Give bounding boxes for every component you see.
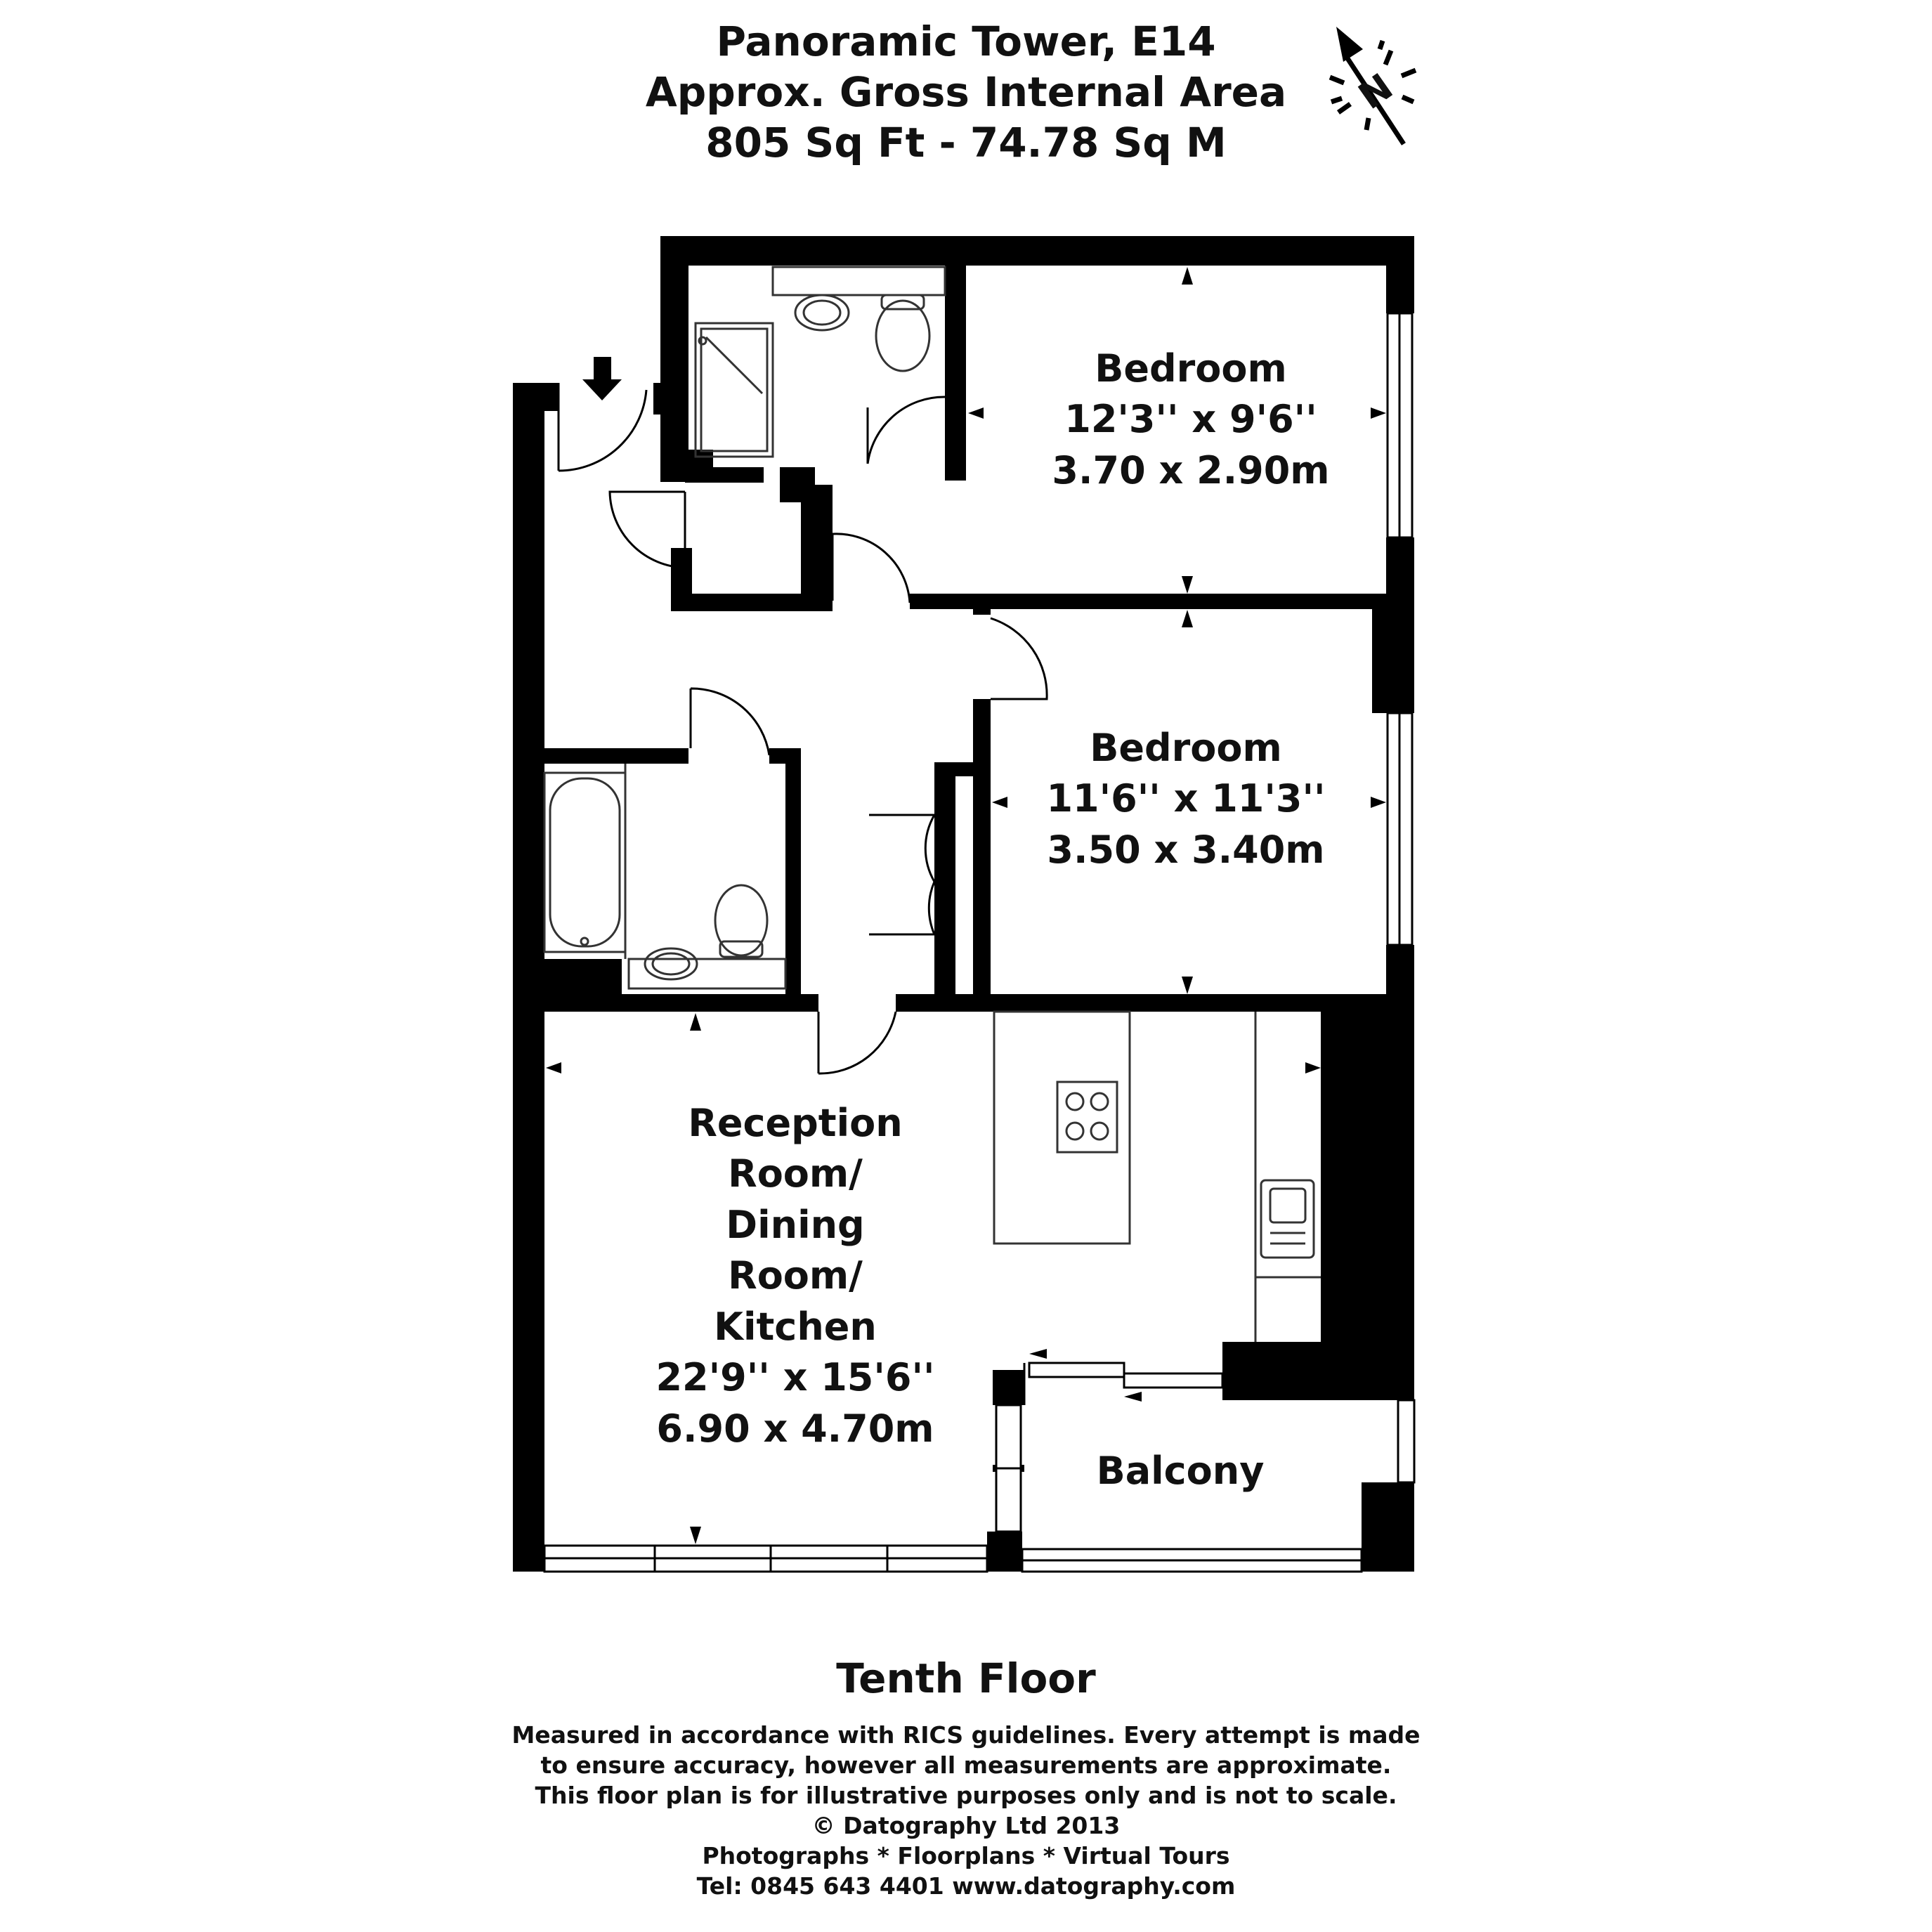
svg-text:Room/: Room/ <box>728 1151 863 1196</box>
svg-text:6.90 x 4.70m: 6.90 x 4.70m <box>656 1406 934 1451</box>
svg-text:3.70 x 2.90m: 3.70 x 2.90m <box>1052 448 1330 492</box>
reception-label <box>655 1101 934 1451</box>
svg-text:Room/: Room/ <box>728 1253 863 1298</box>
bedroom2-label <box>1046 726 1325 872</box>
disclaimer-line: This floor plan is for illustrative purposes only and is not to scale. <box>535 1782 1397 1809</box>
hob-icon <box>1057 1082 1117 1152</box>
svg-text:3.50 x 3.40m: 3.50 x 3.40m <box>1047 828 1325 872</box>
disclaimer-line: Measured in accordance with RICS guidelines. Every attempt is made <box>511 1721 1421 1749</box>
svg-text:Bedroom: Bedroom <box>1095 346 1287 391</box>
toilet-icon <box>876 301 929 371</box>
bath-icon <box>544 773 625 952</box>
entrance-arrow-icon <box>582 357 622 400</box>
toilet-icon <box>715 885 767 955</box>
shower-tray <box>696 323 773 457</box>
contact-line: Tel: 0845 643 4401 www.datography.com <box>696 1872 1236 1900</box>
disclaimer-line: to ensure accuracy, however all measurements are approximate. <box>540 1751 1392 1779</box>
area-heading: Approx. Gross Internal Area <box>645 68 1287 116</box>
bedroom1-label <box>1052 346 1329 492</box>
disclaimer <box>0 1720 1932 1901</box>
svg-text:Reception: Reception <box>688 1101 903 1145</box>
svg-text:12'3'' x 9'6'': 12'3'' x 9'6'' <box>1064 397 1317 441</box>
property-title: Panoramic Tower, E14 <box>716 18 1216 65</box>
balcony-label: Balcony <box>1096 1449 1265 1493</box>
svg-text:22'9'' x 15'6'': 22'9'' x 15'6'' <box>655 1355 935 1399</box>
compass-letter: N <box>1351 65 1401 118</box>
area-value: 805 Sq Ft - 74.78 Sq M <box>705 119 1227 167</box>
kitchen-island <box>994 1012 1130 1244</box>
floor-name: Tenth Floor <box>836 1654 1096 1702</box>
svg-text:11'6'' x 11'3'': 11'6'' x 11'3'' <box>1046 776 1326 821</box>
services-line: Photographs * Floorplans * Virtual Tours <box>702 1842 1230 1869</box>
svg-text:Kitchen: Kitchen <box>714 1305 877 1349</box>
copyright-line: © Datography Ltd 2013 <box>811 1812 1121 1839</box>
svg-text:Bedroom: Bedroom <box>1090 726 1282 770</box>
svg-text:Dining: Dining <box>726 1203 865 1247</box>
